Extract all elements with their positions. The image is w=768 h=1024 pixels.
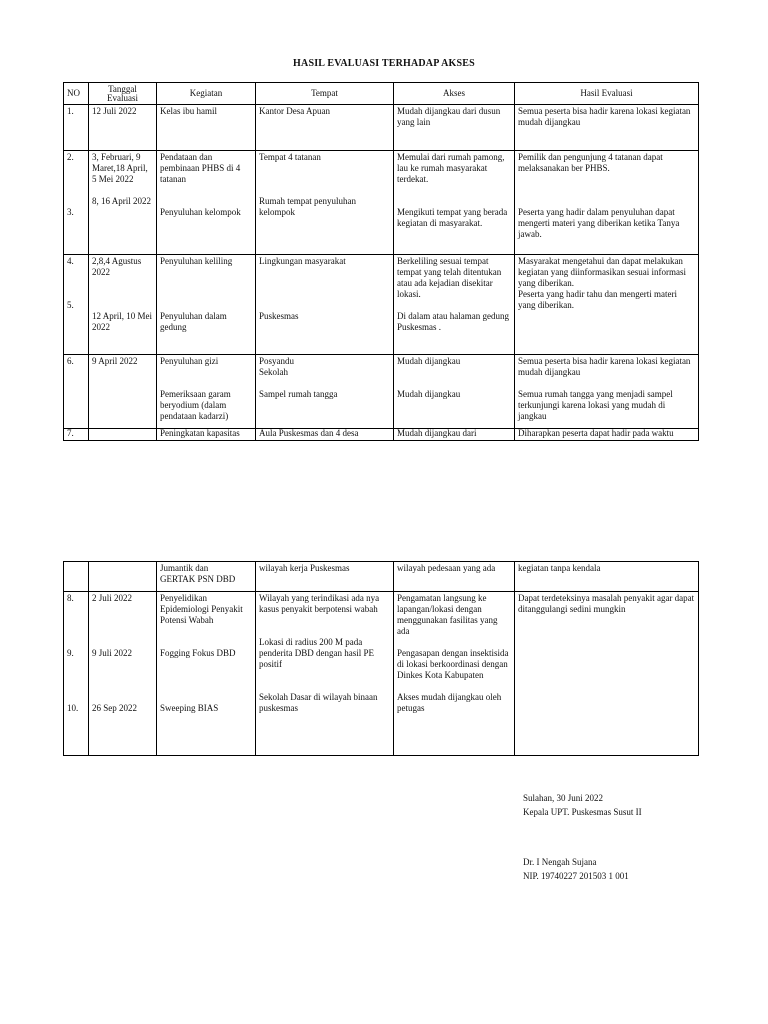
cell-tempat: Posyandu Sekolah Sampel rumah tangga [256,355,394,429]
signature-place-date: Sulahan, 30 Juni 2022 [523,793,603,803]
header-kegiatan: Kegiatan [157,83,256,105]
table-row [64,255,699,355]
cell-kegiatan: Penyuluhan gizi Pemeriksaan garam beryodium (dalam pendataan kadarzi) [157,355,256,429]
cell-tanggal: 2,8,4 Agustus 2022 12 April, 10 Mei 2022 [89,255,157,355]
cell-tanggal: 12 Juli 2022 [89,105,157,151]
cell-hasil: Masyarakat mengetahui dan dapat melakukan kegiatan yang diinformasikan sesuai informasi yang diberikan. Peserta yang hadir tahu dan mengerti materi yang diberikan. [515,255,699,355]
cell-tempat: Tempat 4 tatanan Rumah tempat penyuluhan kelompok [256,151,394,255]
cell-hasil: Dapat terdeteksinya masalah penyakit agar dapat ditanggulangi sedini mungkin [515,592,699,756]
cell-kegiatan: Pendataan dan pembinaan PHBS di 4 tatanan Penyuluhan kelompok [157,151,256,255]
cell-hasil: kegiatan tanpa kendala [515,562,699,592]
cell-hasil: Pemilik dan pengunjung 4 tatanan dapat melaksanakan ber PHBS. Peserta yang hadir dalam penyuluhan dapat mengerti materi yang diberikan ketika Tanya jawab. [515,151,699,255]
cell-kegiatan: Peningkatan kapasitas [157,429,256,441]
cell-tanggal: 2 Juli 2022 9 Juli 2022 26 Sep 2022 [89,592,157,756]
evaluation-table-page1 [63,82,699,441]
cell-no [64,562,89,592]
document-title: HASIL EVALUASI TERHADAP AKSES [293,58,475,69]
cell-no: 8. 9. 10. [64,592,89,756]
signature-nip: NIP. 19740227 201503 1 001 [523,871,629,881]
table-row [64,429,699,441]
cell-no: 4. 5. [64,255,89,355]
cell-no: 7. [64,429,89,441]
cell-hasil: Diharapkan peserta dapat hadir pada waktu [515,429,699,441]
cell-akses: Memulai dari rumah pamong, lau ke rumah masyarakat terdekat. Mengikuti tempat yang berada kegiatan di masyarakat. [394,151,515,255]
table-row [64,151,699,255]
cell-tempat: wilayah kerja Puskesmas [256,562,394,592]
table-row [64,355,699,429]
cell-akses: Mudah dijangkau dari dusun yang lain [394,105,515,151]
cell-akses: Berkeliling sesuai tempat tempat yang telah ditentukan atau ada kejadian disekitar lokasi. Di dalam atau halaman gedung Puskesmas . [394,255,515,355]
cell-no: 6. [64,355,89,429]
cell-hasil: Semua peserta bisa hadir karena lokasi kegiatan mudah dijangkau Semua rumah tangga yang menjadi sampel terkunjungi karena lokasi yang mudah di jangkau [515,355,699,429]
cell-hasil: Semua peserta bisa hadir karena lokasi kegiatan mudah dijangkau [515,105,699,151]
cell-kegiatan: Penyelidikan Epidemiologi Penyakit Potensi Wabah Fogging Fokus DBD Sweeping BIAS [157,592,256,756]
table-row [64,105,699,151]
cell-akses: Mudah dijangkau dari [394,429,515,441]
signature-position: Kepala UPT. Puskesmas Susut II [523,807,642,817]
table-row [64,562,699,592]
header-tanggal: Tanggal Evaluasi [89,83,157,105]
cell-kegiatan: Penyuluhan keliling Penyuluhan dalam gedung [157,255,256,355]
cell-kegiatan: Jumantik dan GERTAK PSN DBD [157,562,256,592]
cell-tanggal: 3, Februari, 9 Maret,18 April, 5 Mei 2022 8, 16 April 2022 [89,151,157,255]
cell-tempat: Kantor Desa Apuan [256,105,394,151]
cell-tempat: Aula Puskesmas dan 4 desa [256,429,394,441]
header-akses: Akses [394,83,515,105]
cell-tanggal: 9 April 2022 [89,355,157,429]
header-no: NO [64,83,89,105]
cell-akses: Pengamatan langsung ke lapangan/lokasi dengan menggunakan fasilitas yang ada Pengasapan dengan insektisida di lokasi berkoordinasi dengan Dinkes Kota Kabupaten Akses mudah dijangkau oleh petugas [394,592,515,756]
cell-kegiatan: Kelas ibu hamil [157,105,256,151]
cell-tanggal [89,429,157,441]
cell-no: 2. 3. [64,151,89,255]
cell-no: 1. [64,105,89,151]
cell-tempat: Lingkungan masyarakat Puskesmas [256,255,394,355]
cell-akses: wilayah pedesaan yang ada [394,562,515,592]
table-row [64,592,699,756]
cell-tempat: Wilayah yang terindikasi ada nya kasus penyakit berpotensi wabah Lokasi di radius 200 M pada penderita DBD dengan hasil PE positif Sekolah Dasar di wilayah binaan puskesmas [256,592,394,756]
signature-name: Dr. I Nengah Sujana [523,857,597,867]
cell-tanggal [89,562,157,592]
header-hasil-evaluasi: Hasil Evaluasi [515,83,699,105]
cell-akses: Mudah dijangkau Mudah dijangkau [394,355,515,429]
evaluation-table-page2 [63,561,699,756]
header-tempat: Tempat [256,83,394,105]
